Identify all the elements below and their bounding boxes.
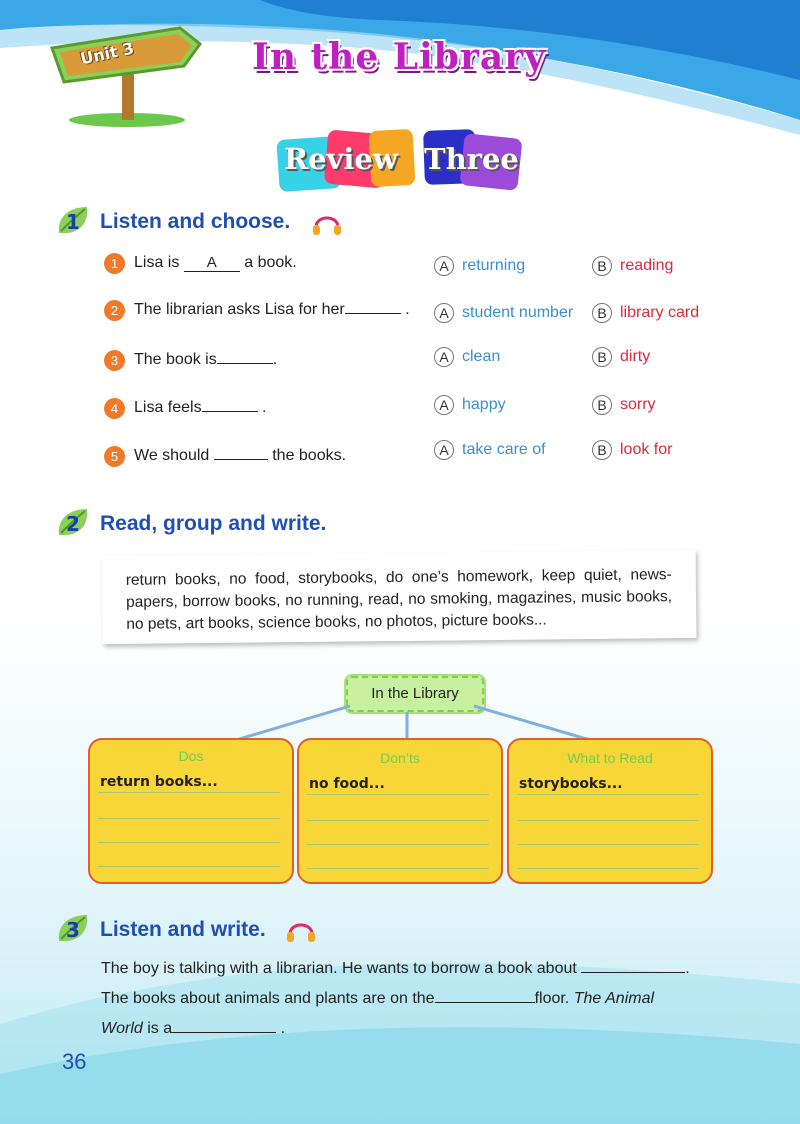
question-number: 1 (104, 253, 125, 274)
question-number: 3 (104, 350, 125, 371)
question-text: Lisa feels . (134, 399, 267, 416)
page-title: In the Library (252, 36, 547, 78)
section-number: 3 (66, 918, 80, 942)
writing-line[interactable] (98, 818, 280, 819)
exercise-sentence: World is a . (101, 1020, 286, 1037)
headphones-icon[interactable] (311, 207, 343, 237)
review-word-1: Review (284, 142, 398, 176)
section-number: 2 (66, 512, 80, 536)
mind-map-center: In the Library (346, 676, 484, 712)
group-box-what-to-read (507, 738, 713, 884)
option-b[interactable]: B dirty (592, 347, 650, 367)
answer-blank[interactable] (202, 411, 258, 412)
answer-blank[interactable] (345, 313, 401, 314)
page-number: 36 (62, 1049, 87, 1074)
group-box-donts (297, 738, 503, 884)
answer-blank[interactable] (217, 363, 273, 364)
unit-label: Unit 3 (78, 38, 136, 69)
option-a[interactable]: A clean (434, 347, 500, 367)
question-row (104, 441, 724, 470)
question-text: The librarian asks Lisa for her . (134, 301, 410, 318)
group-example: storybooks... (519, 776, 623, 792)
writing-line[interactable] (307, 794, 489, 795)
writing-line[interactable] (98, 792, 280, 793)
section-title: Listen and choose. (100, 210, 291, 233)
answer-blank[interactable] (214, 459, 268, 460)
option-a[interactable]: A take care of (434, 440, 546, 460)
section-number: 1 (66, 210, 80, 234)
headphones-icon[interactable] (285, 914, 317, 944)
question-row (104, 300, 724, 324)
option-a[interactable]: A student number (434, 303, 573, 323)
answer-blank[interactable] (435, 1002, 535, 1003)
option-b[interactable]: B reading (592, 256, 673, 276)
exercise-sentence: The boy is talking with a librarian. He wants to borrow a book about . (101, 960, 690, 977)
question-row (104, 350, 724, 374)
group-heading: What to Read (567, 750, 653, 766)
answer-blank[interactable]: A (184, 255, 240, 272)
group-example: return books... (100, 774, 218, 790)
group-box-dos (88, 738, 294, 884)
question-text: The book is . (134, 351, 278, 368)
writing-line[interactable] (517, 820, 699, 821)
question-number: 5 (104, 446, 125, 467)
writing-line[interactable] (517, 868, 699, 869)
writing-line[interactable] (307, 820, 489, 821)
exercise-sentence: The books about animals and plants are on the floor. The Animal (101, 990, 655, 1007)
writing-line[interactable] (307, 844, 489, 845)
option-a[interactable]: A happy (434, 395, 506, 415)
question-number: 4 (104, 398, 125, 419)
question-row (104, 398, 724, 422)
question-text: We should the books. (134, 447, 347, 464)
option-b[interactable]: B look for (592, 440, 672, 460)
group-heading: Dos (178, 748, 204, 764)
answer-blank[interactable] (172, 1032, 276, 1033)
section-title: Read, group and write. (100, 512, 327, 535)
unit-signpost-icon (42, 18, 212, 128)
option-b[interactable]: B sorry (592, 395, 656, 415)
question-text: Lisa is A a book. (134, 254, 297, 271)
writing-line[interactable] (98, 866, 280, 867)
review-word-2: Three (424, 142, 519, 176)
writing-line[interactable] (98, 842, 280, 843)
word-box (102, 550, 697, 644)
writing-line[interactable] (307, 868, 489, 869)
section-title: Listen and write. (100, 918, 266, 941)
answer-blank[interactable] (581, 972, 685, 973)
writing-line[interactable] (517, 794, 699, 795)
word-list: return books, no food, storybooks, do one’s homework, keep quiet, news-papers, borrow books, no running, read, no smoking, magazines, music books, no pets, art books, science books, no photos, picture books... (125, 566, 673, 633)
writing-line[interactable] (517, 844, 699, 845)
option-a[interactable]: A returning (434, 256, 525, 276)
group-heading: Don’ts (380, 750, 420, 766)
option-b[interactable]: B library card (592, 303, 699, 323)
question-number: 2 (104, 300, 125, 321)
group-example: no food... (309, 776, 385, 792)
question-row (104, 253, 724, 277)
